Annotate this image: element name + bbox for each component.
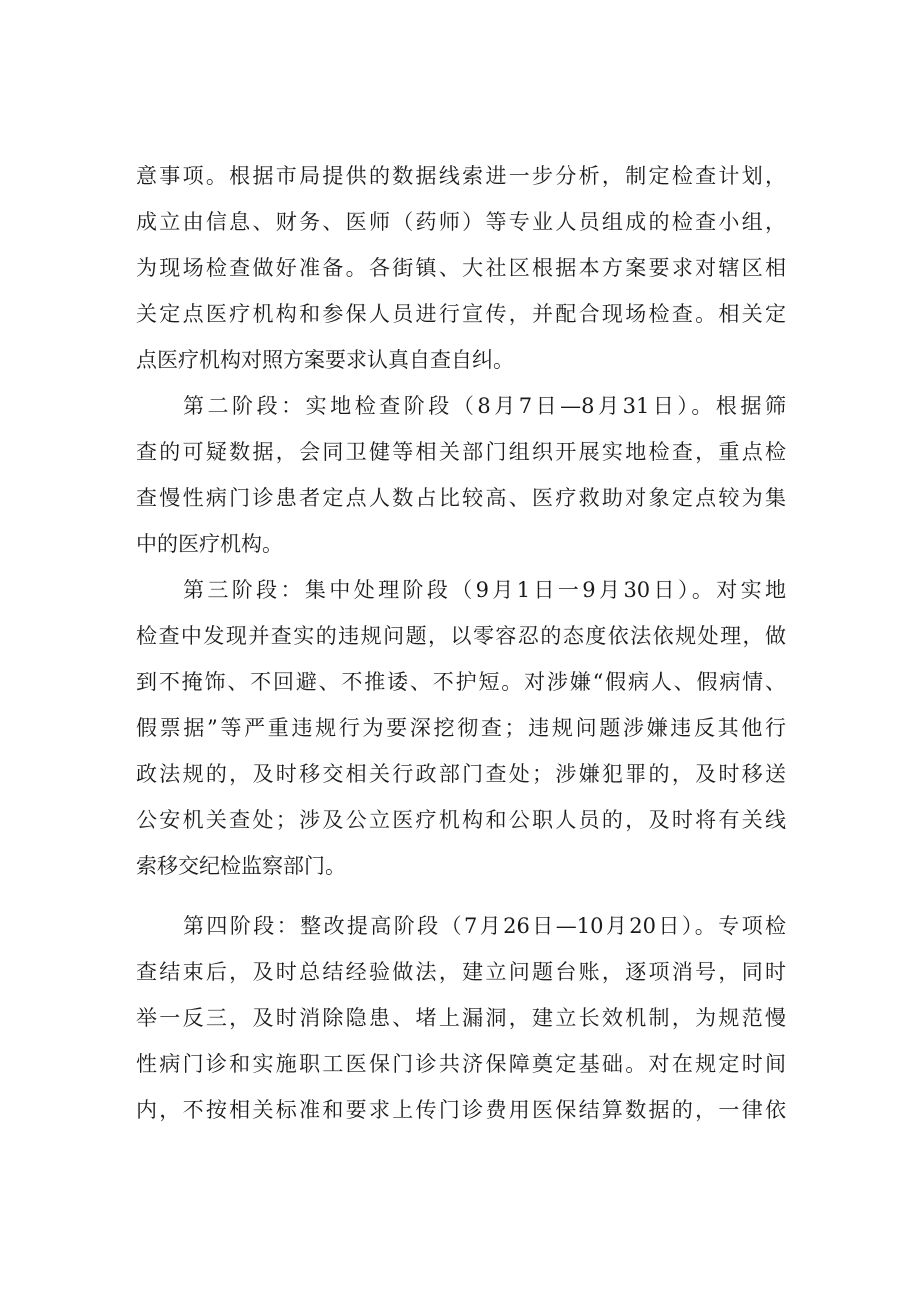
paragraph-line: 第四阶段：整改提高阶段（7月26日—10月20日）。专项检 — [183, 914, 786, 938]
paragraph-line: 举一反三，及时消除隐患、堵上漏洞，建立长效机制，为规范慢 — [136, 1006, 786, 1030]
paragraph-line: 性病门诊和实施职工医保门诊共济保障奠定基础。对在规定时间 — [136, 1052, 786, 1076]
paragraph-line: 政法规的，及时移交相关行政部门查处；涉嫌犯罪的，及时移送 — [136, 762, 786, 786]
paragraph-line: 查慢性病门诊患者定点人数占比较高、医疗救助对象定点较为集 — [136, 486, 786, 510]
paragraph-line: 到不掩饰、不回避、不推诿、不护短。对涉嫌“假病人、假病情、 — [136, 670, 786, 694]
paragraph-line: 成立由信息、财务、医师（药师）等专业人员组成的检查小组， — [136, 210, 786, 234]
paragraph-line: 为现场检查做好准备。各街镇、大社区根据本方案要求对辖区相 — [136, 256, 786, 280]
paragraph-line: 第二阶段：实地检查阶段（8月7日—8月31日）。根据筛 — [183, 394, 786, 418]
paragraph-line: 第三阶段：集中处理阶段（9月1日一9月30日）。对实地 — [183, 578, 786, 602]
paragraph-line: 关定点医疗机构和参保人员进行宣传，并配合现场检查。相关定 — [136, 302, 786, 326]
paragraph-line: 中的医疗机构。 — [136, 532, 283, 556]
paragraph-line: 索移交纪检监察部门。 — [136, 854, 346, 878]
paragraph-line: 查结束后，及时总结经验做法，建立问题台账，逐项消号，同时 — [136, 960, 786, 984]
paragraph-line: 内，不按相关标准和要求上传门诊费用医保结算数据的，一律依 — [136, 1098, 786, 1122]
paragraph-line: 意事项。根据市局提供的数据线索进一步分析，制定检查计划， — [136, 164, 786, 188]
paragraph-line: 公安机关查处；涉及公立医疗机构和公职人员的，及时将有关线 — [136, 808, 786, 832]
paragraph-line: 假票据”等严重违规行为要深挖彻查；违规问题涉嫌违反其他行 — [136, 716, 786, 740]
paragraph-line: 点医疗机构对照方案要求认真自查自纠。 — [136, 348, 514, 372]
paragraph-line: 检查中发现并查实的违规问题，以零容忍的态度依法依规处理，做 — [136, 624, 786, 648]
paragraph-line: 查的可疑数据，会同卫健等相关部门组织开展实地检查，重点检 — [136, 440, 786, 464]
